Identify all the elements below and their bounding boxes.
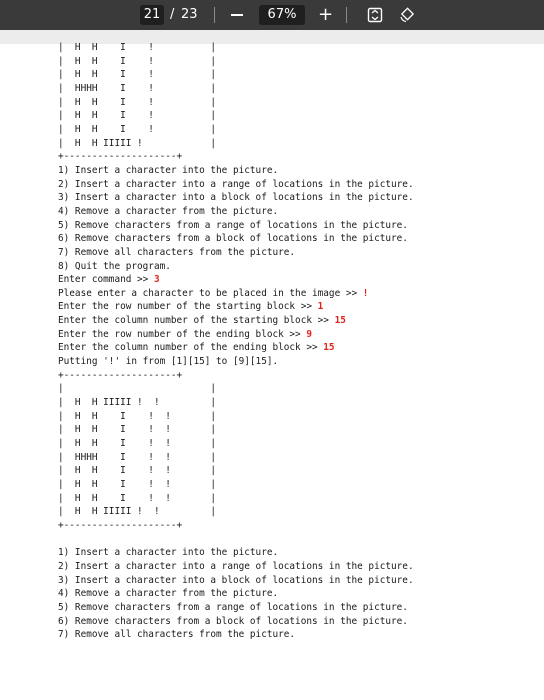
console-text: +--------------------+	[58, 369, 183, 381]
user-input-value: 9	[306, 328, 313, 340]
console-text: +--------------------+	[58, 519, 183, 531]
console-line	[58, 109, 414, 123]
console-text: | H H I ! ! |	[58, 492, 217, 504]
console-line	[58, 519, 414, 533]
minus-icon[interactable]	[231, 14, 243, 16]
console-line	[58, 533, 414, 547]
console-line	[58, 369, 414, 383]
console-line	[58, 628, 414, 642]
console-text: | HHHH I ! |	[58, 82, 217, 94]
console-text: 4) Remove a character from the picture.	[58, 205, 279, 217]
console-line	[58, 492, 414, 506]
console-line	[58, 55, 414, 69]
console-line	[58, 246, 414, 260]
toolbar-divider	[346, 7, 347, 23]
console-line	[58, 478, 414, 492]
console-text: 3) Insert a character into a block of locations in the picture.	[58, 574, 414, 586]
console-line	[58, 164, 414, 178]
console-line	[58, 300, 414, 314]
fit-page-icon[interactable]	[367, 7, 383, 23]
pdf-toolbar	[0, 0, 544, 30]
console-line	[58, 82, 414, 96]
console-line	[58, 464, 414, 478]
user-input-value: 15	[323, 342, 335, 354]
console-line	[58, 437, 414, 451]
console-text: | H H I ! |	[58, 110, 217, 122]
console-line	[58, 96, 414, 110]
console-text: | H H I ! ! |	[58, 438, 217, 450]
console-text: | H H I ! |	[58, 123, 217, 135]
console-text: | H H I ! |	[58, 42, 217, 53]
console-line	[58, 341, 414, 355]
console-line	[58, 219, 414, 233]
console-line	[58, 423, 414, 437]
console-text: | H H I ! |	[58, 55, 217, 67]
console-text: | H H I ! |	[58, 69, 217, 81]
console-line	[58, 546, 414, 560]
page-total: 23	[181, 7, 198, 22]
console-text: 7) Remove all characters from the picture.	[58, 246, 296, 258]
console-line	[58, 574, 414, 588]
console-text: | H H I ! ! |	[58, 410, 217, 422]
console-line	[58, 587, 414, 601]
zoom-level-input[interactable]: 67%	[259, 5, 305, 25]
console-text: | H H I ! ! |	[58, 424, 217, 436]
console-text: Enter the row number of the ending block >>	[58, 328, 307, 340]
console-line	[58, 232, 414, 246]
console-line	[58, 191, 414, 205]
console-text: 2) Insert a character into a range of locations in the picture.	[58, 178, 414, 190]
console-text: | H H I ! ! |	[58, 465, 217, 477]
console-text: 5) Remove characters from a range of locations in the picture.	[58, 219, 408, 231]
console-line	[58, 287, 414, 301]
console-text: 2) Insert a character into a range of locations in the picture.	[58, 560, 414, 572]
console-line	[58, 328, 414, 342]
console-text: | H H IIIII ! |	[58, 137, 217, 149]
console-line	[58, 355, 414, 369]
toolbar-divider	[214, 7, 215, 23]
console-line	[58, 137, 414, 151]
console-line	[58, 178, 414, 192]
console-text: 3) Insert a character into a block of locations in the picture.	[58, 192, 414, 204]
console-text: 6) Remove characters from a block of locations in the picture.	[58, 233, 408, 245]
console-line	[58, 560, 414, 574]
console-line	[58, 601, 414, 615]
console-line	[58, 382, 414, 396]
console-line	[58, 273, 414, 287]
user-input-value: 1	[317, 301, 324, 313]
console-text: Enter command >>	[58, 274, 154, 286]
user-input-value: 15	[334, 315, 346, 327]
console-line	[58, 314, 414, 328]
console-text: 4) Remove a character from the picture.	[58, 588, 279, 600]
console-line	[58, 505, 414, 519]
user-input-value: 3	[153, 274, 160, 286]
console-line	[58, 451, 414, 465]
console-text: 8) Quit the program.	[58, 260, 171, 272]
console-line	[58, 396, 414, 410]
console-line	[58, 150, 414, 164]
console-text: 7) Remove all characters from the picture.	[58, 629, 296, 641]
user-input-value: !	[362, 287, 369, 299]
page-number-input[interactable]: 21	[140, 5, 164, 25]
console-text: | HHHH I ! ! |	[58, 451, 217, 463]
console-text: +--------------------+	[58, 151, 183, 163]
console-text: 1) Insert a character into the picture.	[58, 547, 279, 559]
console-text: | |	[58, 383, 217, 395]
console-text: 5) Remove characters from a range of locations in the picture.	[58, 601, 408, 613]
console-text: 1) Insert a character into the picture.	[58, 164, 279, 176]
console-text: | H H IIIII ! ! |	[58, 397, 217, 409]
zoom-in-button[interactable]: +	[318, 4, 334, 25]
console-line	[58, 205, 414, 219]
console-text: 6) Remove characters from a block of locations in the picture.	[58, 615, 408, 627]
console-text: | H H IIIII ! ! |	[58, 506, 217, 518]
console-line	[58, 68, 414, 82]
console-text: Enter the row number of the starting block >>	[58, 301, 318, 313]
console-line	[58, 615, 414, 629]
console-line	[58, 410, 414, 424]
console-text: Enter the column number of the ending block >>	[58, 342, 324, 354]
console-line	[58, 260, 414, 274]
console-text: | H H I ! |	[58, 96, 217, 108]
console-output	[58, 41, 414, 642]
rotate-icon[interactable]	[399, 7, 415, 23]
console-line	[58, 41, 414, 55]
console-text: Please enter a character to be placed in the image >>	[58, 287, 363, 299]
console-text: Putting '!' in from [1][15] to [9][15].	[58, 356, 279, 368]
console-line	[58, 123, 414, 137]
console-text: | H H I ! ! |	[58, 479, 217, 490]
console-text: Enter the column number of the starting block >>	[58, 315, 335, 327]
page-separator: /	[170, 7, 175, 22]
